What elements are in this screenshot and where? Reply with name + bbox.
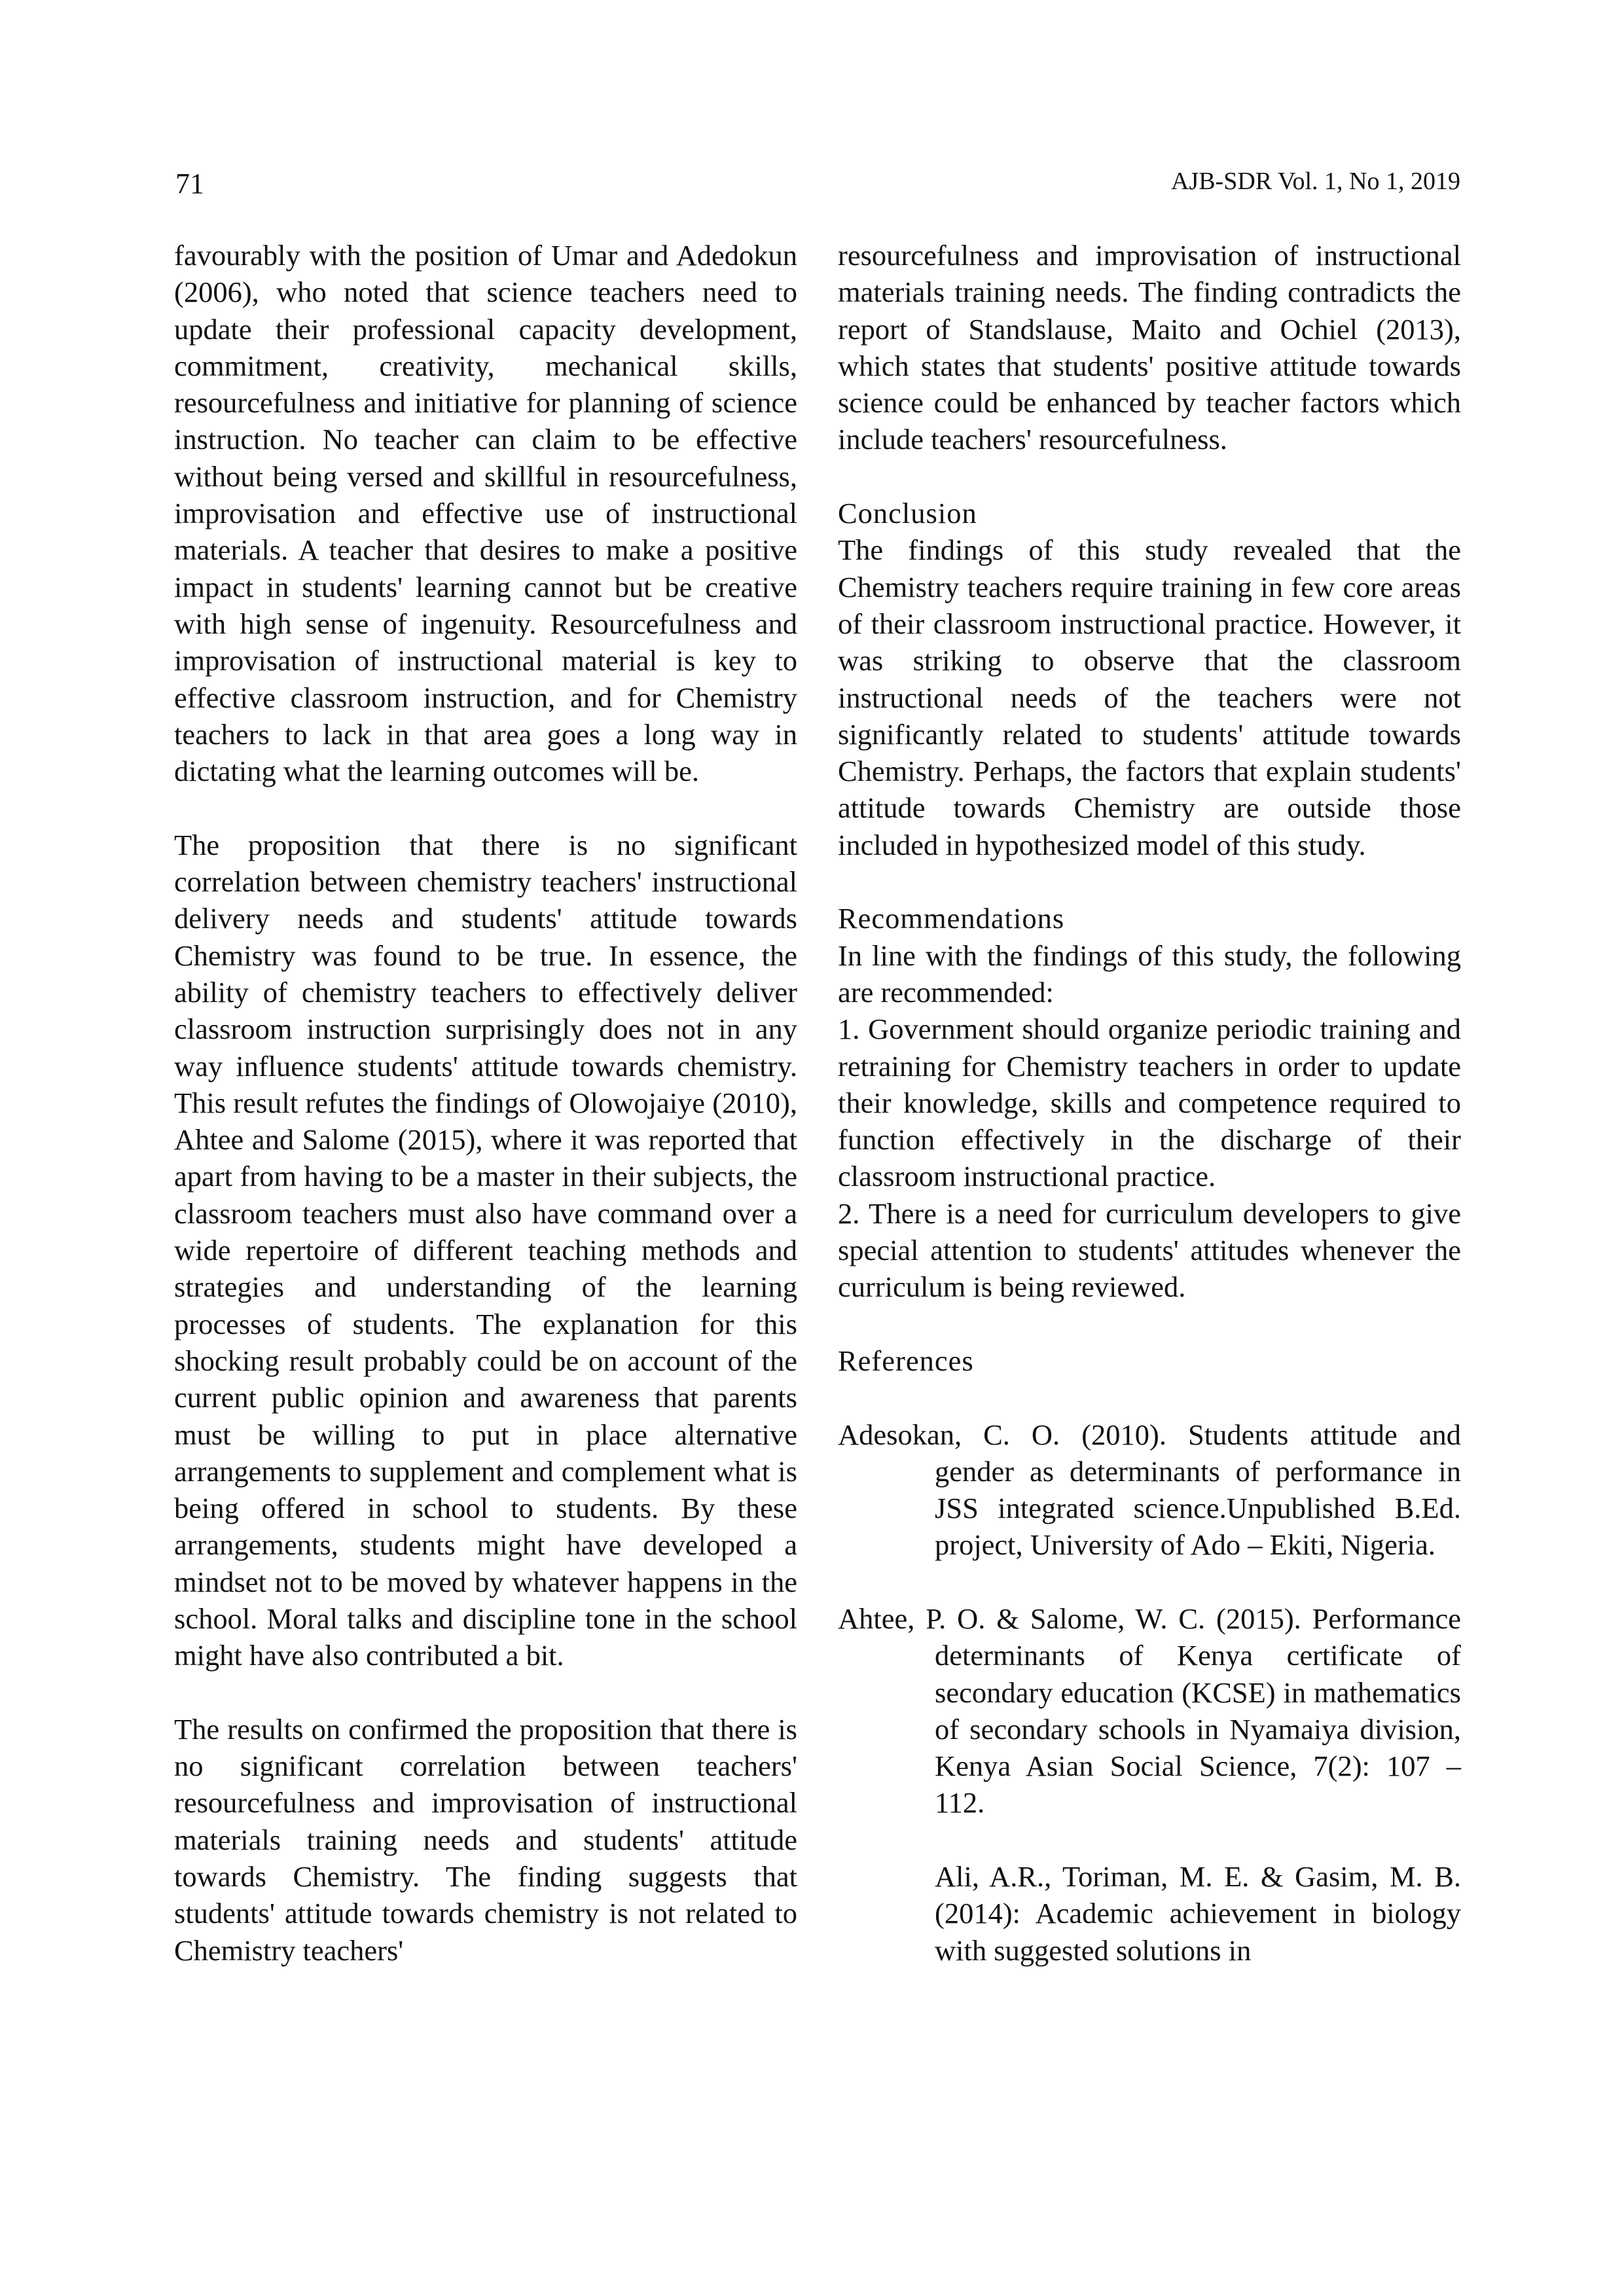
- conclusion-text: The findings of this study revealed that the Chemistry teachers require training in few core areas of their classroom instructional practice. However, it was striking to observe that the classroom instructional needs of the teachers were not significantly related to students' attitude towards Chemistry. Perhaps, the factors that explain students' attitude towards Chemistry are outside those included in hypothesized model of this study.: [838, 533, 1461, 861]
- page-number: 71: [175, 168, 204, 200]
- recommendation-item: 1. Government should organize periodic training and retraining for Chemistry teachers in order to update their knowledge, skills and competence required to function effectively in the discharge of their classroom instructional practice.: [838, 1013, 1461, 1193]
- reference-item: Ahtee, P. O. & Salome, W. C. (2015). Performance determinants of Kenya certificate of secondary education (KCSE) in mathematics of secondary schools in Nyamaiya division, Kenya Asian Social Science, 7(2): 107 – 112.: [838, 1602, 1461, 1820]
- recommendations-heading: Recommendations: [838, 902, 1065, 935]
- references-heading: References: [838, 1344, 974, 1377]
- reference-item: Ali, A.R., Toriman, M. E. & Gasim, M. B. (2014): Academic achievement in biology with suggested solutions in: [935, 1860, 1461, 1967]
- discussion-paragraph-1: favourably with the position of Umar and Adedokun (2006), who noted that science teachers need to update their professional capacity development, commitment, creativity, mechanical skills, resourcefulness and initiative for planning of science instruction. No teacher can claim to be effective without being versed and skillful in resourcefulness, improvisation and effective use of instructional materials. A teacher that desires to make a positive impact in students' learning cannot but be creative with high sense of ingenuity. Resourcefulness and improvisation of instructional material is key to effective classroom instruction, and for Chemistry teachers to lack in that area goes a long way in dictating what the learning outcomes will be.: [174, 239, 797, 788]
- right-column: [838, 237, 1461, 1969]
- recommendation-item: 2. There is a need for curriculum developers to give special attention to students' attitudes whenever the curriculum is being reviewed.: [838, 1196, 1461, 1304]
- journal-reference: AJB-SDR Vol. 1, No 1, 2019: [1170, 168, 1460, 195]
- recommendations-intro: In line with the findings of this study, the following are recommended:: [838, 939, 1461, 1009]
- discussion-paragraph-4: resourcefulness and improvisation of instructional materials training needs. The finding contradicts the report of Standslause, Maito and Ochiel (2013), which states that students' positive attitude towards science could be enhanced by teacher factors which include teachers' resourcefulness.: [838, 239, 1461, 456]
- conclusion-heading: Conclusion: [838, 497, 977, 530]
- discussion-paragraph-2: The proposition that there is no significant correlation between chemistry teachers' instructional delivery needs and students' attitude towards Chemistry was found to be true. In essence, the ability of chemistry teachers to effectively deliver classroom instruction surprisingly does not in any way influence students' attitude towards chemistry. This result refutes the findings of Olowojaiye (2010), Ahtee and Salome (2015), where it was reported that apart from having to be a master in their subjects, the classroom teachers must also have command over a wide repertoire of different teaching methods and strategies and understanding of the learning processes of students. The explanation for this shocking result probably could be on account of the current public opinion and awareness that parents must be willing to put in place alternative arrangements to supplement and complement what is being offered in school to students. By these arrangements, students might have developed a mindset not to be moved by whatever happens in the school. Moral talks and discipline tone in the school might have also contributed a bit.: [174, 828, 797, 1672]
- reference-item: Adesokan, C. O. (2010). Students attitude and gender as determinants of performance in JSS integrated science.Unpublished B.Ed. project, University of Ado – Ekiti, Nigeria.: [838, 1418, 1461, 1562]
- left-column: [174, 237, 797, 1969]
- discussion-paragraph-3: The results on confirmed the proposition that there is no significant correlation between teachers' resourcefulness and improvisation of instructional materials training needs and students' attitude towards Chemistry. The finding suggests that students' attitude towards chemistry is not related to Chemistry teachers': [174, 1712, 797, 1967]
